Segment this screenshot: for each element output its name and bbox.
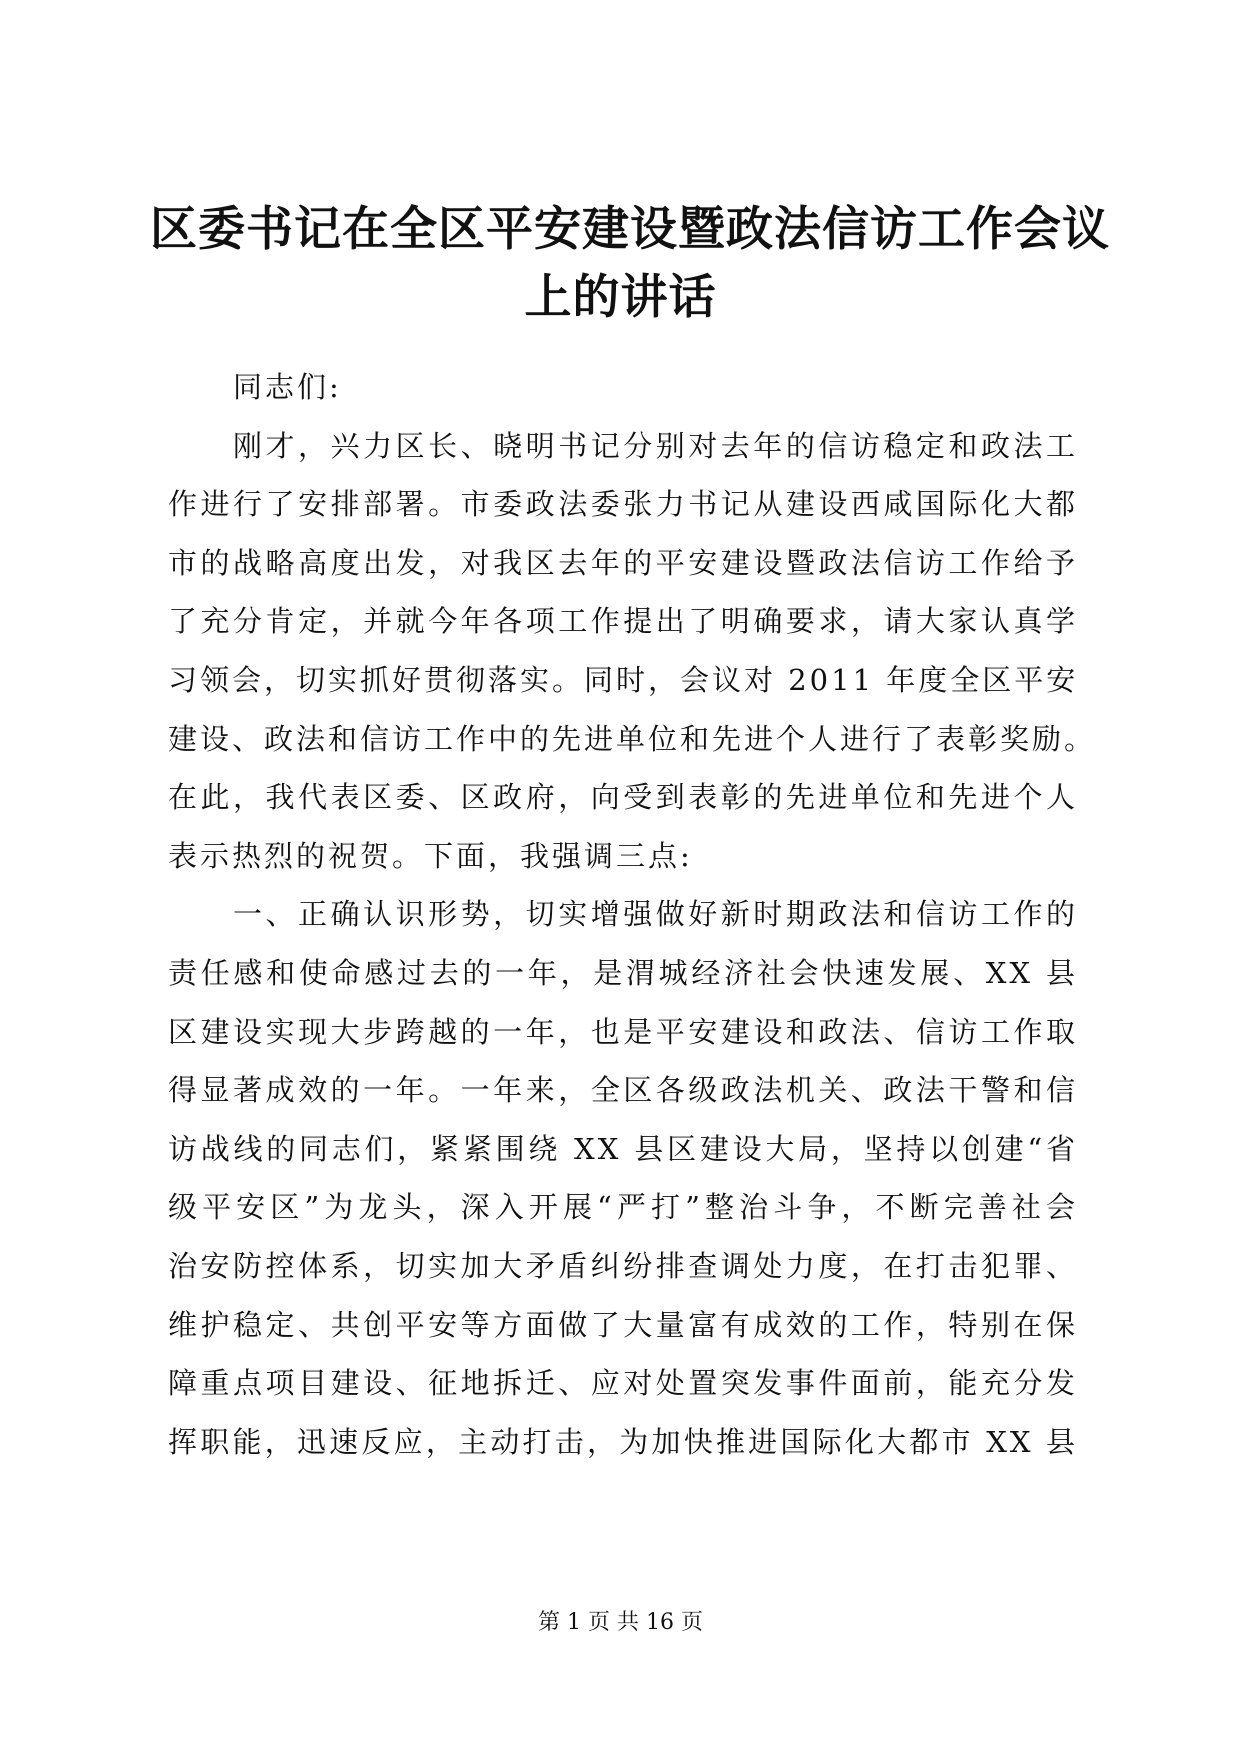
paragraph-line: 习领会，切实抓好贯彻落实。同时，会议对 2011 年度全区平安 (168, 662, 1079, 697)
paragraph-line: 责任感和使命感过去的一年，是渭城经济社会快速发展、XX 县 (168, 955, 1078, 990)
salutation: 同志们: (233, 370, 342, 404)
paragraph-line: 刚才，兴力区长、晓明书记分别对去年的信访稳定和政法工 (233, 428, 1078, 463)
paragraph-line: 挥职能，迅速反应，主动打击，为加快推进国际化大都市 XX 县 (168, 1424, 1078, 1459)
document-title (150, 196, 1110, 332)
paragraph-line: 市的战略高度出发，对我区去年的平安建设暨政法信访工作给予 (168, 545, 1078, 580)
paragraph-line: 作进行了安排部署。市委政法委张力书记从建设西咸国际化大都 (168, 487, 1078, 522)
paragraph-line: 区建设实现大步跨越的一年，也是平安建设和政法、信访工作取 (168, 1014, 1078, 1049)
paragraph-line: 得显著成效的一年。一年来，全区各级政法机关、政法干警和信 (168, 1073, 1078, 1108)
paragraph-line: 建设、政法和信访工作中的先进单位和先进个人进行了表彰奖励。 (168, 721, 1097, 756)
paragraph-line: 在此，我代表区委、区政府，向受到表彰的先进单位和先进个人 (168, 780, 1078, 815)
paragraph-line: 维护稳定、共创平安等方面做了大量富有成效的工作，特别在保 (168, 1307, 1078, 1342)
title-line-2: 上的讲话 (524, 270, 717, 325)
paragraph-2 (168, 885, 1078, 1471)
page-footer: 第 1 页 共 16 页 (538, 1610, 703, 1635)
paragraph-line: 障重点项目建设、征地拆迁、应对处置突发事件面前，能充分发 (168, 1366, 1078, 1401)
paragraph-1 (168, 417, 1097, 886)
paragraph-line: 一、正确认识形势，切实增强做好新时期政法和信访工作的 (233, 897, 1078, 932)
paragraph-line: 级平安区”为龙头，深入开展“严打”整治斗争，不断完善社会 (168, 1190, 1078, 1225)
paragraph-line: 表示热烈的祝贺。下面，我强调三点: (168, 838, 693, 873)
paragraph-line: 了充分肯定，并就今年各项工作提出了明确要求，请大家认真学 (168, 604, 1078, 639)
title-line-1: 区委书记在全区平安建设暨政法信访工作会议 (150, 202, 1110, 257)
paragraph-line: 治安防控体系，切实加大矛盾纠纷排查调处力度，在打击犯罪、 (168, 1248, 1078, 1283)
paragraph-line: 访战线的同志们，紧紧围绕 XX 县区建设大局，坚持以创建“省 (168, 1131, 1078, 1166)
